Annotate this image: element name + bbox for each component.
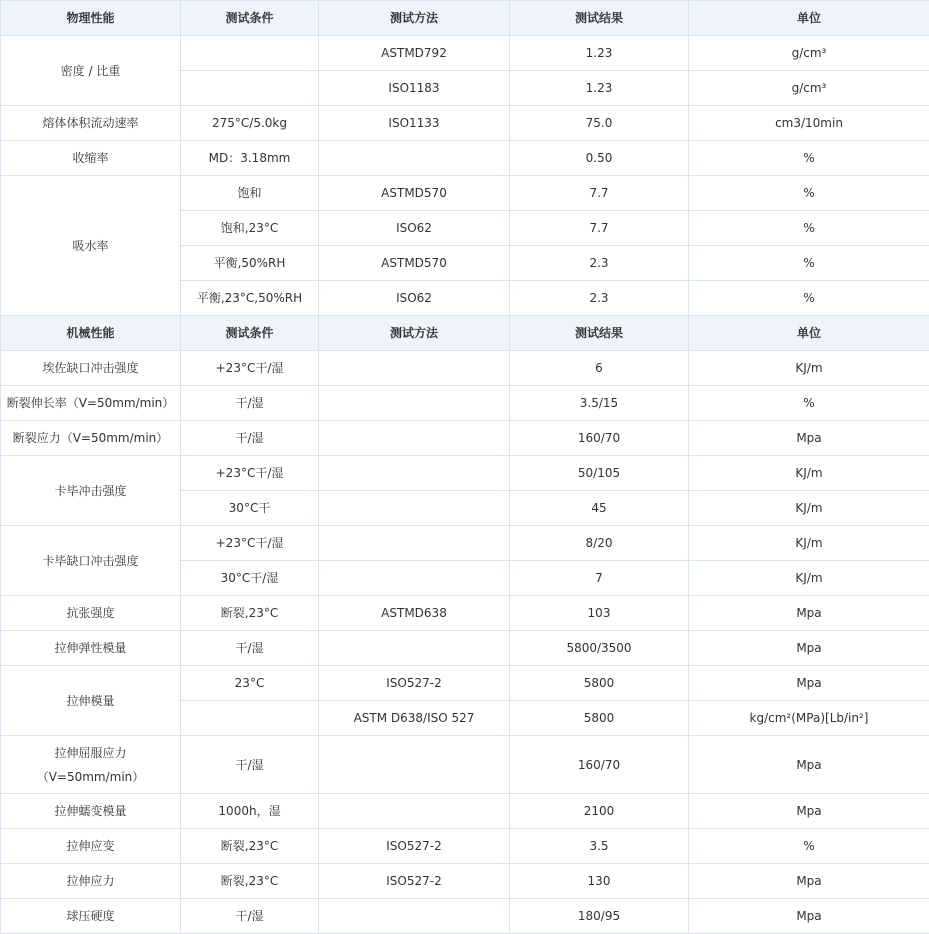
method-cell: ISO1183 <box>319 71 510 106</box>
result-cell: 180/95 <box>510 899 689 934</box>
table-row <box>1 456 929 491</box>
method-cell <box>319 491 510 526</box>
method-cell: ASTM D638/ISO 527 <box>319 701 510 736</box>
condition-cell: 干/湿 <box>181 631 319 666</box>
method-cell <box>319 794 510 829</box>
condition-cell: 饱和 <box>181 176 319 211</box>
condition-cell: 1000h，湿 <box>181 794 319 829</box>
table-row <box>1 794 929 829</box>
unit-cell: Mpa <box>689 864 929 899</box>
property-cell: 断裂伸长率（V=50mm/min） <box>1 386 181 421</box>
header-cell: 测试方法 <box>319 316 510 351</box>
result-cell: 1.23 <box>510 36 689 71</box>
unit-cell: cm3/10min <box>689 106 929 141</box>
unit-cell: Mpa <box>689 666 929 701</box>
table-row <box>1 526 929 561</box>
result-cell: 7 <box>510 561 689 596</box>
method-cell <box>319 456 510 491</box>
unit-cell: KJ/m <box>689 351 929 386</box>
property-cell: 密度 / 比重 <box>1 36 181 106</box>
unit-cell: % <box>689 211 929 246</box>
condition-cell: 干/湿 <box>181 736 319 794</box>
unit-cell: kg/cm²(MPa)[Lb/in²] <box>689 701 929 736</box>
header-cell: 机械性能 <box>1 316 181 351</box>
property-cell: 熔体体积流动速率 <box>1 106 181 141</box>
result-cell: 103 <box>510 596 689 631</box>
unit-cell: g/cm³ <box>689 36 929 71</box>
unit-cell: Mpa <box>689 421 929 456</box>
table-row <box>1 421 929 456</box>
table-row <box>1 36 929 71</box>
header-cell: 测试结果 <box>510 1 689 36</box>
property-cell: 拉伸应力 <box>1 864 181 899</box>
unit-cell: KJ/m <box>689 526 929 561</box>
table-row <box>1 864 929 899</box>
condition-cell: 断裂,23°C <box>181 864 319 899</box>
property-cell: 拉伸弹性模量 <box>1 631 181 666</box>
condition-cell: 23°C <box>181 666 319 701</box>
unit-cell: % <box>689 386 929 421</box>
table-row <box>1 596 929 631</box>
table-header-row <box>1 1 929 36</box>
condition-cell: 275°C/5.0kg <box>181 106 319 141</box>
header-cell: 测试条件 <box>181 316 319 351</box>
method-cell: ASTMD570 <box>319 176 510 211</box>
method-cell: ISO527-2 <box>319 666 510 701</box>
condition-cell: 干/湿 <box>181 421 319 456</box>
method-cell: ISO1133 <box>319 106 510 141</box>
unit-cell: KJ/m <box>689 561 929 596</box>
property-cell: 埃佐缺口冲击强度 <box>1 351 181 386</box>
property-cell: 断裂应力（V=50mm/min） <box>1 421 181 456</box>
table-row <box>1 899 929 934</box>
method-cell: ISO62 <box>319 211 510 246</box>
header-cell: 测试结果 <box>510 316 689 351</box>
result-cell: 2100 <box>510 794 689 829</box>
unit-cell: Mpa <box>689 631 929 666</box>
method-cell: ISO527-2 <box>319 864 510 899</box>
property-cell: 球压硬度 <box>1 899 181 934</box>
header-cell: 测试条件 <box>181 1 319 36</box>
result-cell: 6 <box>510 351 689 386</box>
result-cell: 5800/3500 <box>510 631 689 666</box>
unit-cell: Mpa <box>689 736 929 794</box>
condition-cell <box>181 71 319 106</box>
result-cell: 50/105 <box>510 456 689 491</box>
method-cell <box>319 899 510 934</box>
result-cell: 5800 <box>510 666 689 701</box>
unit-cell: Mpa <box>689 596 929 631</box>
method-cell <box>319 631 510 666</box>
unit-cell: % <box>689 141 929 176</box>
property-cell: 拉伸模量 <box>1 666 181 736</box>
table-row <box>1 829 929 864</box>
result-cell: 5800 <box>510 701 689 736</box>
property-cell: 抗张强度 <box>1 596 181 631</box>
header-cell: 测试方法 <box>319 1 510 36</box>
condition-cell <box>181 701 319 736</box>
unit-cell: % <box>689 176 929 211</box>
condition-cell <box>181 36 319 71</box>
method-cell <box>319 386 510 421</box>
property-cell: 卡毕缺口冲击强度 <box>1 526 181 596</box>
method-cell <box>319 421 510 456</box>
method-cell <box>319 526 510 561</box>
method-cell <box>319 561 510 596</box>
table-row <box>1 666 929 701</box>
condition-cell: MD：3.18mm <box>181 141 319 176</box>
table-row <box>1 736 929 794</box>
unit-cell: Mpa <box>689 899 929 934</box>
method-cell: ASTMD638 <box>319 596 510 631</box>
condition-cell: 平衡,50%RH <box>181 246 319 281</box>
header-cell: 物理性能 <box>1 1 181 36</box>
property-cell: 卡毕冲击强度 <box>1 456 181 526</box>
unit-cell: g/cm³ <box>689 71 929 106</box>
header-cell: 单位 <box>689 1 929 36</box>
result-cell: 130 <box>510 864 689 899</box>
method-cell <box>319 351 510 386</box>
property-cell: 拉伸蠕变模量 <box>1 794 181 829</box>
condition-cell: 断裂,23°C <box>181 829 319 864</box>
result-cell: 160/70 <box>510 421 689 456</box>
condition-cell: +23°C干/湿 <box>181 351 319 386</box>
unit-cell: KJ/m <box>689 491 929 526</box>
unit-cell: % <box>689 281 929 316</box>
property-line: （V=50mm/min） <box>3 765 178 789</box>
condition-cell: 断裂,23°C <box>181 596 319 631</box>
condition-cell: 干/湿 <box>181 899 319 934</box>
table-row <box>1 106 929 141</box>
table-row <box>1 631 929 666</box>
table-row <box>1 351 929 386</box>
result-cell: 3.5/15 <box>510 386 689 421</box>
condition-cell: 30°C干 <box>181 491 319 526</box>
result-cell: 0.50 <box>510 141 689 176</box>
property-cell: 吸水率 <box>1 176 181 316</box>
table-row <box>1 176 929 211</box>
unit-cell: % <box>689 829 929 864</box>
method-cell: ASTMD792 <box>319 36 510 71</box>
table-header-row <box>1 316 929 351</box>
result-cell: 2.3 <box>510 281 689 316</box>
result-cell: 45 <box>510 491 689 526</box>
method-cell <box>319 736 510 794</box>
property-cell: 收缩率 <box>1 141 181 176</box>
result-cell: 75.0 <box>510 106 689 141</box>
unit-cell: Mpa <box>689 794 929 829</box>
property-cell <box>1 736 181 794</box>
condition-cell: +23°C干/湿 <box>181 526 319 561</box>
result-cell: 160/70 <box>510 736 689 794</box>
condition-cell: 平衡,23°C,50%RH <box>181 281 319 316</box>
table-row <box>1 141 929 176</box>
condition-cell: 干/湿 <box>181 386 319 421</box>
result-cell: 7.7 <box>510 211 689 246</box>
property-line: 拉伸屈服应力 <box>3 741 178 765</box>
condition-cell: 30°C干/湿 <box>181 561 319 596</box>
unit-cell: KJ/m <box>689 456 929 491</box>
unit-cell: % <box>689 246 929 281</box>
property-cell: 拉伸应变 <box>1 829 181 864</box>
condition-cell: +23°C干/湿 <box>181 456 319 491</box>
method-cell: ASTMD570 <box>319 246 510 281</box>
result-cell: 1.23 <box>510 71 689 106</box>
header-cell: 单位 <box>689 316 929 351</box>
condition-cell: 饱和,23°C <box>181 211 319 246</box>
result-cell: 2.3 <box>510 246 689 281</box>
method-cell: ISO527-2 <box>319 829 510 864</box>
result-cell: 7.7 <box>510 176 689 211</box>
method-cell <box>319 141 510 176</box>
result-cell: 3.5 <box>510 829 689 864</box>
result-cell: 8/20 <box>510 526 689 561</box>
table-row <box>1 386 929 421</box>
method-cell: ISO62 <box>319 281 510 316</box>
